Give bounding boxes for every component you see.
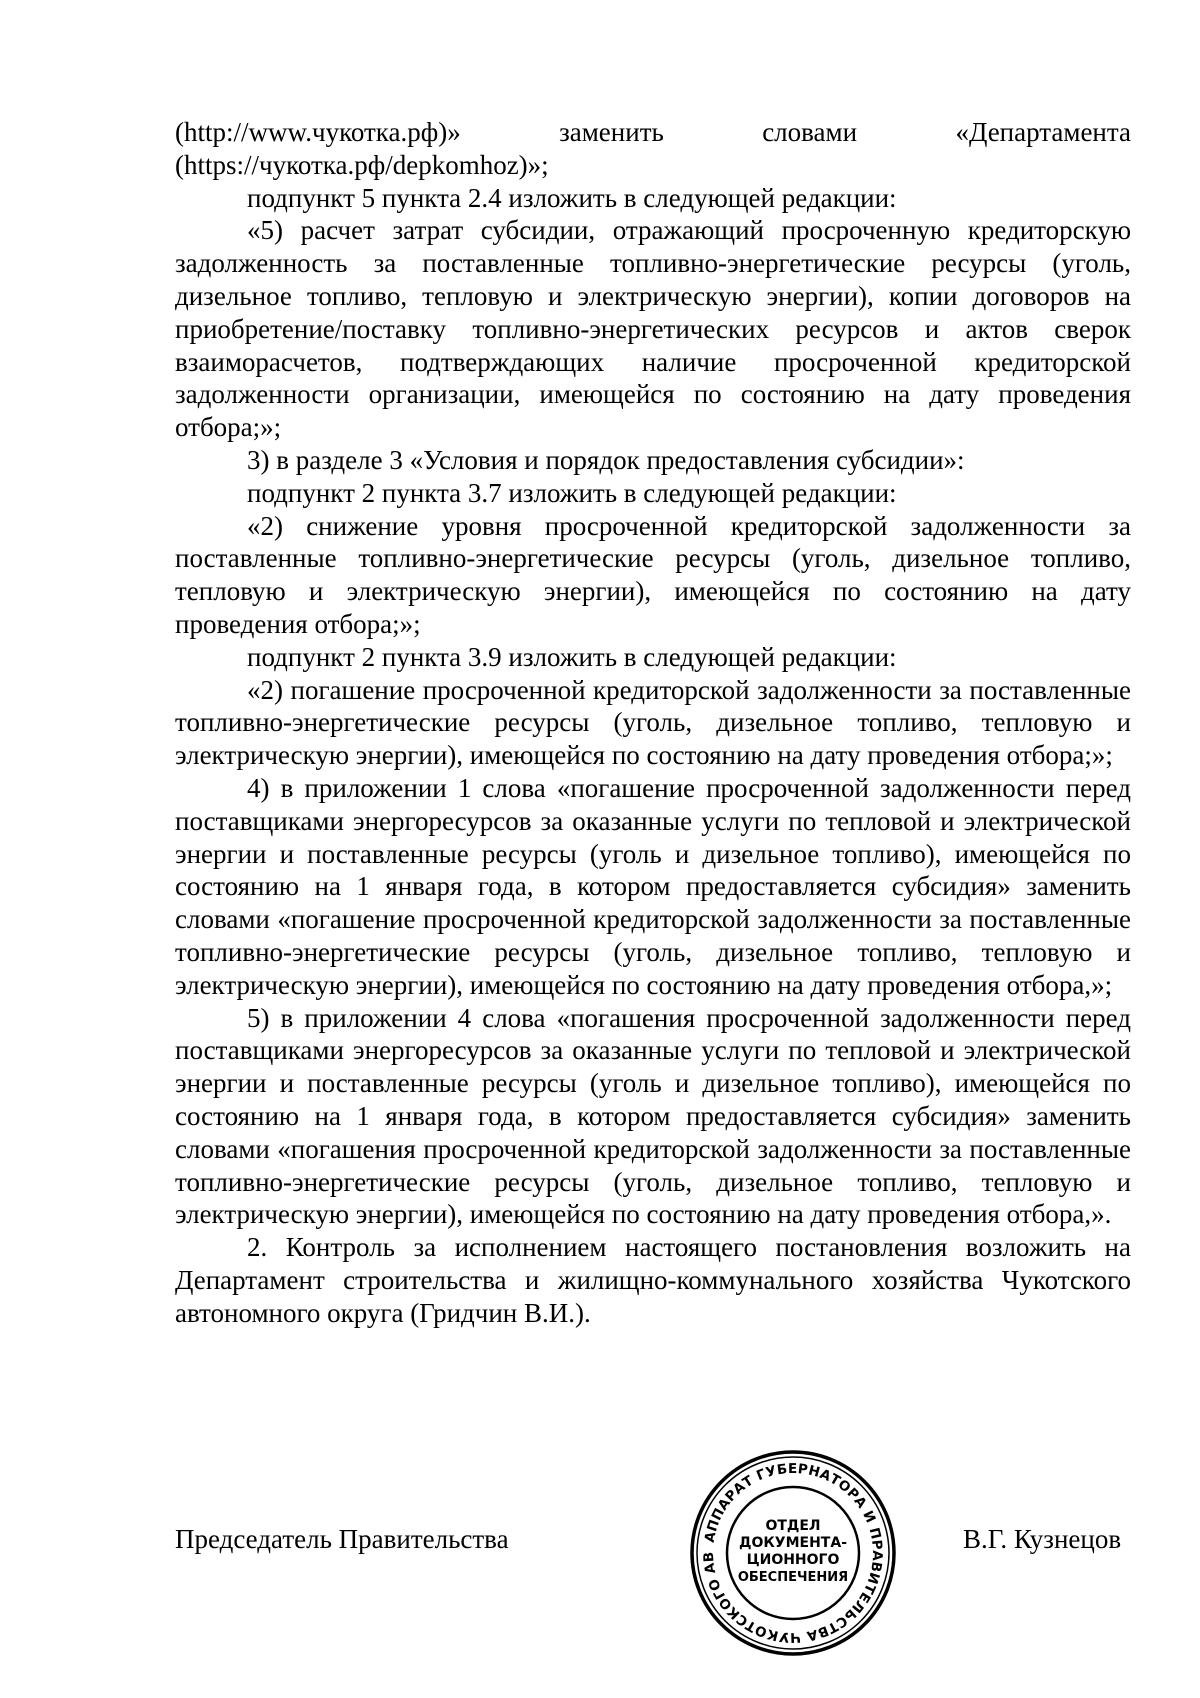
paragraph-subclause-3-9: подпункт 2 пункта 3.9 изложить в следующей редакции: xyxy=(247,641,897,672)
stamp-line-3: ЦИОННОГО xyxy=(746,1552,840,1568)
paragraph-subclause-3-7: подпункт 2 пункта 3.7 изложить в следующей редакции: xyxy=(247,477,897,508)
document-body xyxy=(175,116,1131,1329)
stamp-graphic xyxy=(687,1447,899,1659)
signatory-name: В.Г. Кузнецов xyxy=(963,1524,1122,1554)
paragraph-section-3: 3) в разделе 3 «Условия и порядок предоставления субсидии»: xyxy=(247,444,965,475)
paragraph-subclause-2-4: подпункт 5 пункта 2.4 изложить в следующей редакции: xyxy=(247,182,897,213)
stamp-line-1: ОТДЕЛ xyxy=(765,1518,821,1534)
paragraph-item-2-reduction: «2) снижение уровня просроченной кредиторской задолженности за поставленные топливно-энергетические ресурсы (уголь, дизельное топливо, тепловую и электрическую энергии), имеющейся по состоянию на дату проведения отбора;»; xyxy=(175,510,1131,639)
paragraph-url-replacement: (http://www.чукотка.рф)» заменить словами «Департамента xyxy=(175,117,1131,147)
paragraph-control: 2. Контроль за исполнением настоящего постановления возложить на Департамент строительства и жилищно-коммунального хозяйства Чукотского автономного округа (Гридчин В.И.). xyxy=(175,1232,1131,1328)
signatory-position: Председатель Правительства xyxy=(175,1524,509,1554)
official-stamp xyxy=(687,1447,899,1659)
paragraph-appendix-4: 5) в приложении 4 слова «погашения просроченной задолженности перед поставщиками энергоресурсов за оказанные услуги по тепловой и электрической энергии и поставленные ресурсы (уголь и дизельное топливо), имеющейся по состоянию на 1 января года, в котором предоставляется субсидия» заменить словами «погашения просроченной кредиторской задолженности за поставленные топливно-энергетические ресурсы (уголь, дизельное топливо, тепловую и электрическую энергии), имеющейся по состоянию на дату проведения отбора,». xyxy=(175,1002,1131,1230)
stamp-line-2: ДОКУМЕНТА- xyxy=(738,1535,848,1551)
stamp-line-4: ОБЕСПЕЧЕНИЯ xyxy=(737,1570,849,1585)
paragraph-item-5: «5) расчет затрат субсидии, отражающий просроченную кредиторскую задолженность за поставленные топливно-энергетические ресурсы (уголь, дизельное топливо, тепловую и электрическую энергии), копии договоров на приобретение/поставку топливно-энергетических ресурсов и актов сверок взаиморасчетов, подтверждающих наличие просроченной кредиторской задолженности организации, имеющейся по состоянию на дату проведения отбора;»; xyxy=(175,215,1131,443)
stamp-ring-text: АППАРАТ ГУБЕРНАТОРА И ПРАВИТЕЛЬСТВА ЧУКОТСКОГО АВ xyxy=(700,1460,886,1646)
paragraph-appendix-1: 4) в приложении 1 слова «погашение просроченной задолженности перед поставщиками энергоресурсов за оказанные услуги по тепловой и электрической энергии и поставленные ресурсы (уголь и дизельное топливо), имеющейся по состоянию на 1 января года, в котором предоставляется субсидия» заменить словами «погашение просроченной кредиторской задолженности за поставленные топливно-энергетические ресурсы (уголь, дизельное топливо, тепловую и электрическую энергии), имеющейся по состоянию на дату проведения отбора,»; xyxy=(175,772,1131,1000)
paragraph-item-2-repayment: «2) погашение просроченной кредиторской задолженности за поставленные топливно-энергетические ресурсы (уголь, дизельное топливо, тепловую и электрическую энергии), имеющейся по состоянию на дату проведения отбора;»; xyxy=(175,674,1131,771)
paragraph-url-new: (https://чукотка.рф/depkomhoz)»; xyxy=(175,149,549,180)
